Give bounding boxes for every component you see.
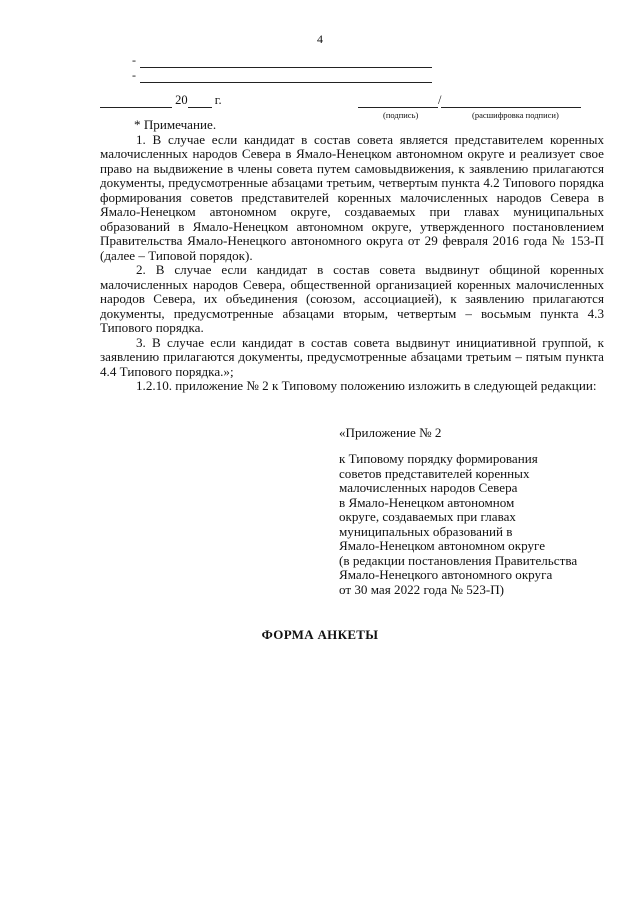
year-suffix: г. xyxy=(214,93,222,107)
document-body xyxy=(100,118,604,394)
signature-caption: (подпись) xyxy=(383,110,419,120)
appendix-line: в Ямало-Ненецком автономном xyxy=(339,494,515,510)
appendix-line: муниципальных образований в xyxy=(339,523,513,539)
appendix-line: (в редакции постановления Правительства xyxy=(339,552,578,568)
blank-line-2 xyxy=(132,68,432,83)
paragraph: 1. В случае если кандидат в состав совета является представителем коренных малочисленных народов Севера в Ямало-Ненецком автономном округе и реализует свое право на выдвижение в члены совета путем самовыдвижения, к заявлению прилагаются документы, предусмотренные абзацами третьим, четвертым пункта 4.2 Типового порядка формирования советов представителей коренных малочисленных народов Севера в Ямало-Ненецком автономном округе, создаваемых при главах муниципальных образований в Ямало-Ненецком автономном округе, утвержденного постановлением Правительства Ямало-Ненецкого автономного округа от 29 февраля 2016 года № 153-П (далее – Типовой порядок). xyxy=(100,131,604,263)
day-month-blank xyxy=(100,107,172,108)
appendix-line: к Типовому порядку формирования xyxy=(339,451,538,466)
dash-marker: - xyxy=(132,53,136,67)
signature-decoding-caption: (расшифровка подписи) xyxy=(472,110,559,120)
date-field xyxy=(100,93,222,108)
underline xyxy=(140,81,432,83)
signature-decoding-blank xyxy=(441,107,581,108)
page-number: 4 xyxy=(317,32,323,46)
appendix-line: Ямало-Ненецкого автономного округа xyxy=(339,567,553,582)
appendix-line: малочисленных народов Севера xyxy=(339,480,518,495)
signature-blank xyxy=(358,107,438,108)
form-title: ФОРМА АНКЕТЫ xyxy=(261,627,379,642)
paragraph: 1.2.10. приложение № 2 к Типовому положению изложить в следующей редакции: xyxy=(136,378,597,393)
appendix-line: округе, создаваемых при главах xyxy=(339,509,516,524)
year-prefix: 20 xyxy=(175,93,188,107)
signature-separator: / xyxy=(438,93,442,107)
year-blank xyxy=(188,107,212,108)
dash-marker: - xyxy=(132,68,136,82)
appendix-line: Ямало-Ненецком автономном округе xyxy=(339,538,546,553)
blank-line-1 xyxy=(132,53,432,68)
appendix-title: «Приложение № 2 xyxy=(339,425,442,440)
appendix-line: советов представителей коренных xyxy=(339,465,530,481)
appendix-line: от 30 мая 2022 года № 523-П) xyxy=(339,581,505,597)
note-heading: * Примечание. xyxy=(134,117,217,132)
appendix-block xyxy=(339,452,609,597)
signature-field xyxy=(358,93,581,108)
paragraph: 3. В случае если кандидат в состав совета выдвинут инициативной группой, к заявлению прилагаются документы, предусмотренные абзацами третьим – пятым пункта 4.4 Типового порядка.»; xyxy=(100,334,604,379)
paragraph: 2. В случае если кандидат в состав совета выдвинут общиной коренных малочисленных народов Севера, общественной организацией коренных малочисленных народов Севера, их объединения (союзом, ассоциацией), к заявлению прилагаются документы, предусмотренные абзацами вторым, четвертым – восьмым пункта 4.3 Типового порядка. xyxy=(100,262,604,335)
